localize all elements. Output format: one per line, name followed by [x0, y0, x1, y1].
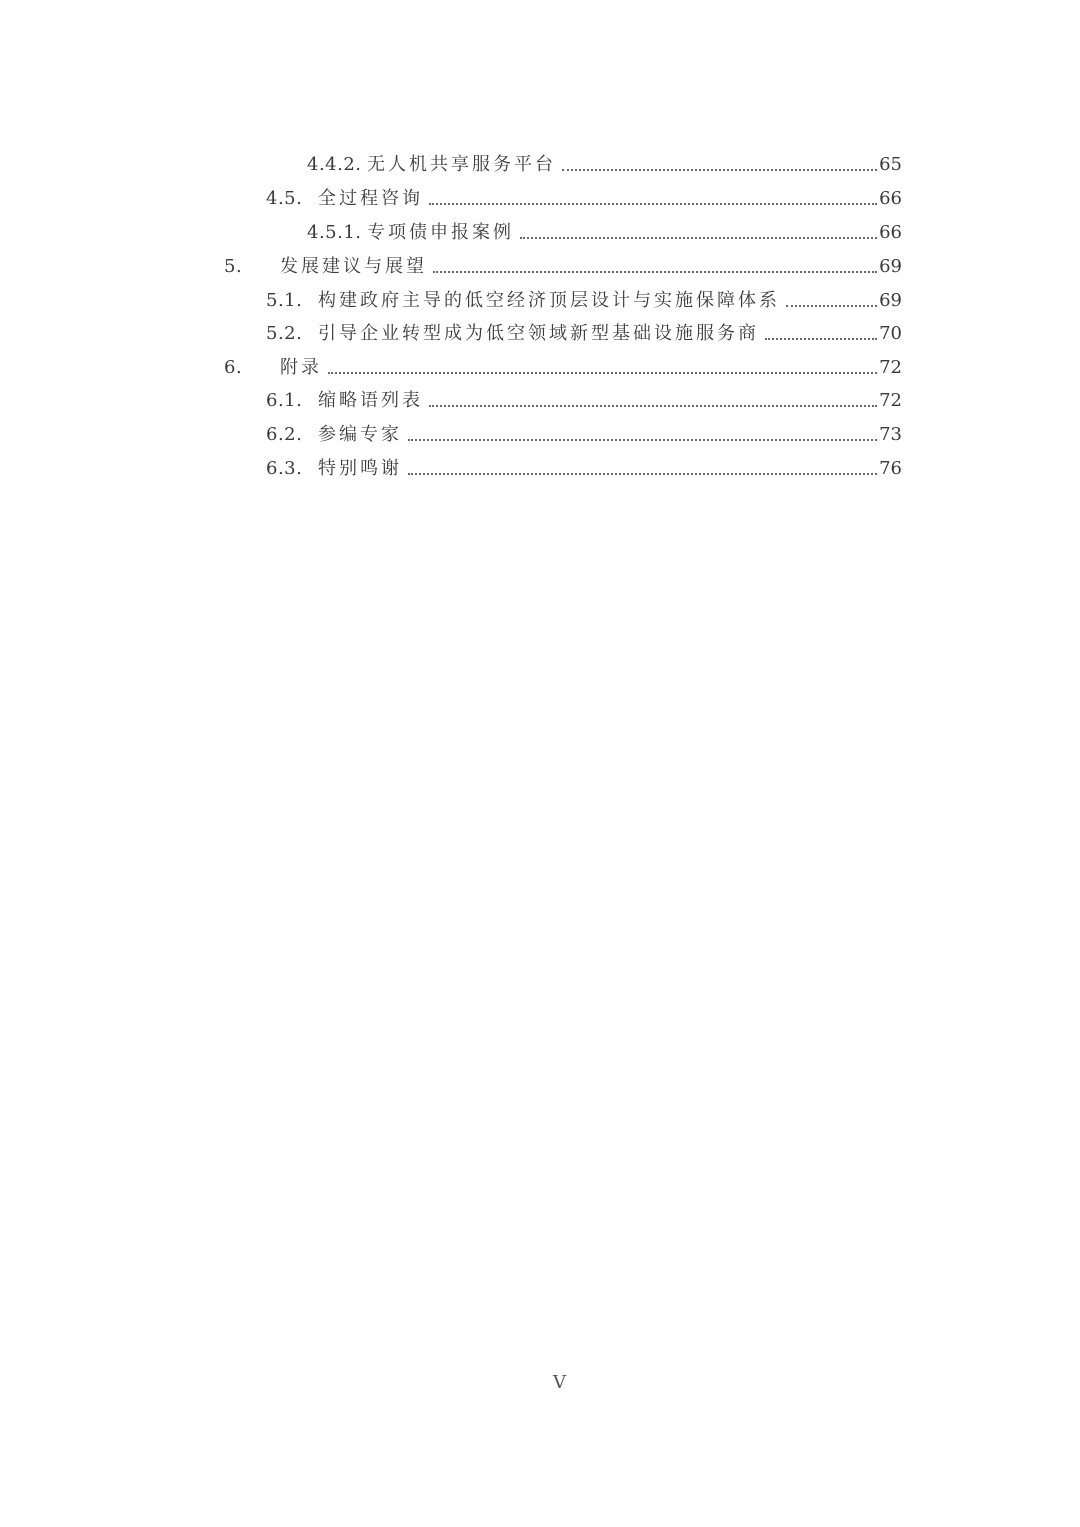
dot-leader: [433, 271, 877, 273]
toc-entry-page: 76: [879, 458, 902, 479]
toc-entry-title: 引导企业转型成为低空领域新型基础设施服务商: [318, 323, 759, 344]
toc-entry-title: 附录: [280, 357, 322, 378]
toc-entry-page: 69: [879, 256, 902, 277]
toc-entry-title: 发展建议与展望: [280, 256, 427, 277]
toc-entry-number: 4.5.1.: [307, 222, 362, 243]
dot-leader: [562, 169, 877, 171]
toc-entry-number: 5.1.: [266, 290, 303, 311]
toc-entry-number: 6.3.: [266, 458, 303, 479]
toc-entry-page: 70: [879, 323, 902, 344]
toc-entry-title: 全过程咨询: [318, 188, 423, 209]
toc-entry-number: 5.2.: [266, 323, 303, 344]
page-number-roman: V: [553, 1372, 566, 1393]
dot-leader: [408, 439, 877, 441]
dot-leader: [429, 405, 877, 407]
toc-entry-number: 4.4.2.: [307, 154, 362, 175]
dot-leader: [328, 372, 877, 374]
toc-entry-4-4-2[interactable]: [307, 148, 902, 176]
toc-entry-page: 72: [879, 357, 902, 378]
dot-leader: [408, 473, 877, 475]
toc-entry-number: 4.5.: [266, 188, 303, 209]
toc-entry-5[interactable]: [224, 250, 902, 278]
toc-entry-number: 6.2.: [266, 424, 303, 445]
toc-entry-page: 69: [879, 290, 902, 311]
toc-entry-title: 特别鸣谢: [318, 458, 402, 479]
toc-entry-number: 6.: [224, 357, 243, 378]
dot-leader: [520, 237, 877, 239]
toc-entry-title: 专项债申报案例: [367, 222, 514, 243]
toc-entry-page: 72: [879, 390, 902, 411]
toc-entry-title: 无人机共享服务平台: [367, 154, 556, 175]
toc-entry-6[interactable]: [224, 351, 902, 379]
toc-entry-page: 66: [879, 188, 902, 209]
dot-leader: [786, 305, 877, 307]
toc-entry-6-2[interactable]: [266, 418, 902, 446]
toc-entry-number: 6.1.: [266, 390, 303, 411]
toc-entry-title: 构建政府主导的低空经济顶层设计与实施保障体系: [318, 290, 780, 311]
toc-entry-number: 5.: [224, 256, 243, 277]
toc-entry-6-1[interactable]: [266, 384, 902, 412]
toc-entry-4-5-1[interactable]: [307, 216, 902, 244]
toc-entry-4-5[interactable]: [266, 182, 902, 210]
toc-entry-5-2[interactable]: [266, 317, 902, 345]
toc-entry-page: 66: [879, 222, 902, 243]
toc-entry-6-3[interactable]: [266, 452, 902, 480]
dot-leader: [429, 203, 877, 205]
toc-entry-page: 73: [879, 424, 902, 445]
toc-entry-page: 65: [879, 154, 902, 175]
toc-entry-5-1[interactable]: [266, 284, 902, 312]
toc-entry-title: 参编专家: [318, 424, 402, 445]
toc-entry-title: 缩略语列表: [318, 390, 423, 411]
dot-leader: [765, 338, 877, 340]
